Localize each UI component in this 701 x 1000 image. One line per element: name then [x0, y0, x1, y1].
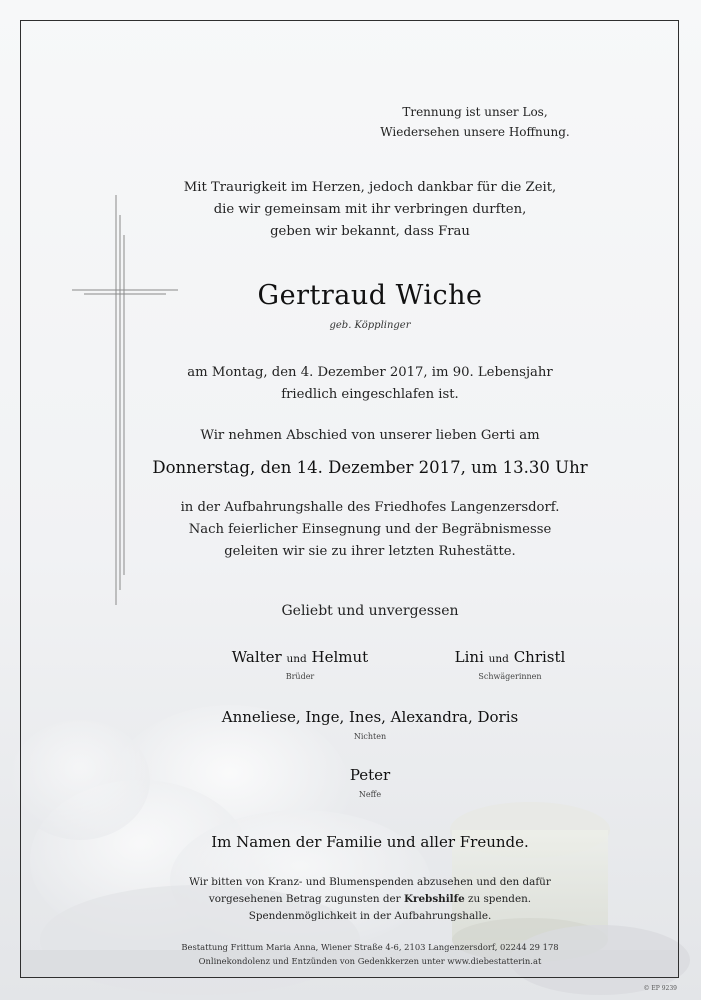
deceased-name: Gertraud Wiche [257, 280, 483, 311]
brothers-conjunction: und [286, 653, 307, 665]
birth-name: geb. Köpplinger [329, 320, 411, 331]
passing-line-1: am Montag, den 4. Dezember 2017, im 90. Lebensjahr [187, 365, 553, 380]
footer-line-2: Onlinekondolenz und Entzünden von Gedenkkerzen unter www.diebestatterin.at [198, 956, 542, 966]
brother-name-2: Helmut [311, 648, 369, 666]
funeral-date: Donnerstag, den 14. Dezember 2017, um 13.30 Uhr [152, 458, 588, 477]
note-line-1: Wir bitten von Kranz- und Blumenspenden abzusehen und den dafür [189, 876, 551, 888]
intro-line-3: geben wir bekannt, dass Frau [270, 224, 470, 239]
nephew-relation: Neffe [358, 790, 382, 799]
intro-text [140, 177, 600, 243]
sisters-in-law-conjunction: und [488, 653, 509, 665]
family-brothers [200, 648, 400, 681]
footer-line-1: Bestattung Frittum Maria Anna, Wiener Straße 4-6, 2103 Langenzersdorf, 02244 29 178 [181, 942, 559, 952]
charity-name: Krebshilfe [403, 893, 465, 905]
farewell-intro: Wir nehmen Abschied von unserer lieben Gerti am [200, 428, 540, 443]
note-line-2 [140, 891, 600, 908]
brother-name-1: Walter [231, 648, 282, 666]
sisters-in-law-relation: Schwägerinnen [478, 672, 542, 681]
verse [355, 102, 595, 142]
funeral-line-2: Nach feierlicher Einsegnung und der Begräbnismesse [188, 522, 552, 537]
funeral-details [140, 497, 600, 563]
nieces-relation: Nichten [353, 732, 387, 741]
funeral-line-1: in der Aufbahrungshalle des Friedhofes Langenzersdorf. [180, 500, 560, 515]
note-line-2-start: vorgesehenen Betrag zugunsten der [208, 893, 404, 905]
family-nephew [140, 766, 600, 799]
family-sisters-in-law [410, 648, 610, 681]
verse-line-2: Wiedersehen unsere Hoffnung. [380, 125, 570, 139]
family-nieces [140, 708, 600, 741]
intro-line-1: Mit Traurigkeit im Herzen, jedoch dankbar für die Zeit, [183, 180, 557, 195]
passing-line-2: friedlich eingeschlafen ist. [281, 387, 459, 402]
sister-in-law-name-2: Christl [513, 648, 566, 666]
note-line-2-end: zu spenden. [464, 893, 532, 905]
funeral-line-3: geleiten wir sie zu ihrer letzten Ruhestätte. [224, 544, 516, 559]
passing-text [140, 362, 600, 406]
intro-line-2: die wir gemeinsam mit ihr verbringen durften, [213, 202, 527, 217]
sister-in-law-name-1: Lini [454, 648, 484, 666]
brothers-relation: Brüder [285, 672, 315, 681]
reference-code: © EP 9239 [643, 985, 677, 992]
closing-line: Im Namen der Familie und aller Freunde. [211, 833, 529, 851]
nephew-name: Peter [349, 766, 391, 784]
note-line-3: Spendenmöglichkeit in der Aufbahrungshalle. [248, 910, 492, 922]
verse-line-1: Trennung ist unser Los, [402, 105, 548, 119]
nieces-names: Anneliese, Inge, Ines, Alexandra, Doris [221, 708, 519, 726]
family-heading: Geliebt und unvergessen [281, 603, 459, 619]
undertaker-footer [140, 940, 600, 968]
donation-note [140, 874, 600, 925]
